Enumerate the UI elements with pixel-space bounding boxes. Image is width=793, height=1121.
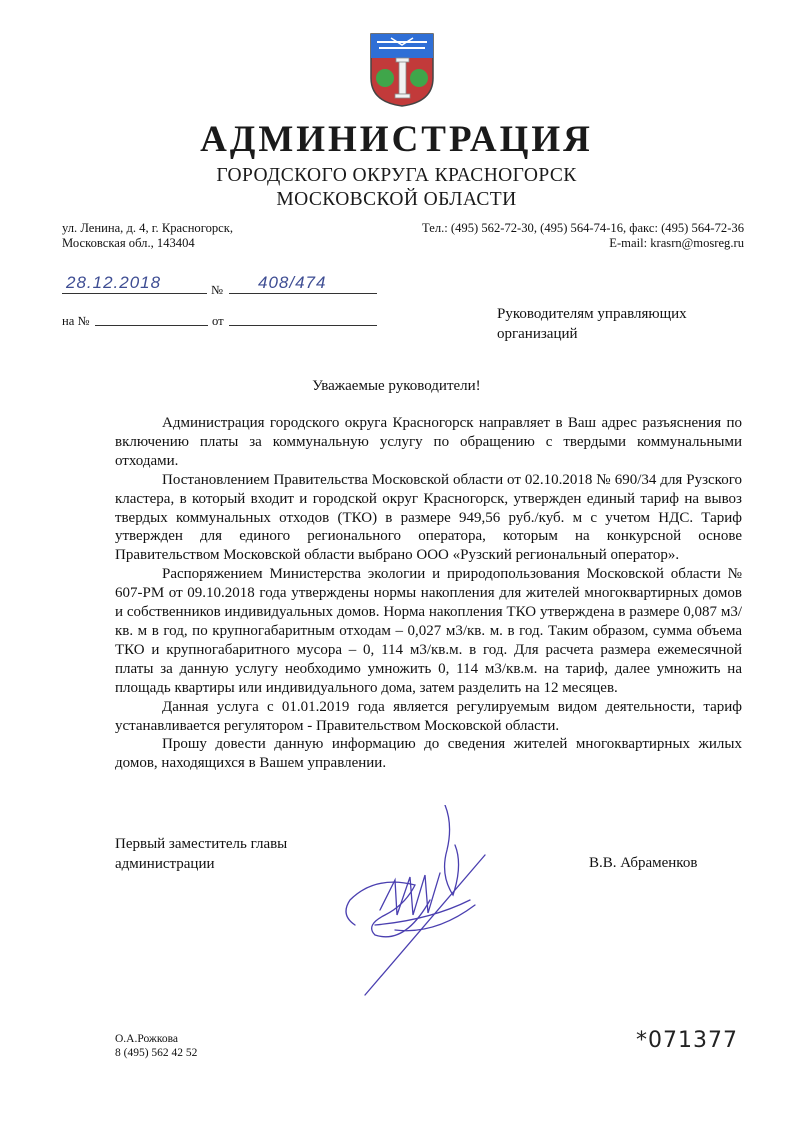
executor-block [115, 1032, 197, 1060]
recipient-line1: Руководителям управляющих [497, 306, 687, 322]
signatory-name: В.В. Абраменков [589, 855, 698, 871]
executor-name: О.А.Рожкова [115, 1033, 179, 1045]
letter-body [115, 414, 742, 773]
contacts-block [422, 221, 744, 251]
address-line1: ул. Ленина, д. 4, г. Красногорск, [62, 221, 234, 235]
reply-number-underline [95, 325, 208, 326]
postal-address [62, 221, 233, 251]
reply-date-underline [229, 325, 377, 326]
outgoing-number: 408/474 [258, 273, 327, 292]
body-paragraph: Распоряжением Министерства экологии и природопользования Московской области № 607-РМ от 09.10.2018 года утверждены нормы накопления для жителей многоквартирных домов и собственников индивидуальных домов. Норма накопления ТКО утверждена в размере 0,087 м3/кв. м в год, по крупногабаритным отходам – 0,027 м3/кв. м. в год. Таким образом, сумма объема ТКО и крупногабаритного мусора – 0, 114 м3/кв.м. в год. Для расчета размера ежемесячной платы за данную услугу необходимо умножить 0, 114 м3/кв.м. на тариф, далее умножить на площадь квартиры или индивидуального дома, затем разделить на 12 месяцев. [115, 566, 742, 696]
recipient-line2: организаций [497, 326, 578, 342]
registration-number: *071377 [636, 1028, 738, 1053]
body-paragraph: Прошу довести данную информацию до сведения жителей многоквартирных жилых домов, находящихся в Вашем управлении. [115, 736, 742, 772]
recipient-block [497, 304, 687, 344]
address-line2: Московская обл., 143404 [62, 236, 195, 250]
organization-title: АДМИНИСТРАЦИЯ [200, 119, 593, 160]
position-line1: Первый заместитель главы [115, 836, 288, 852]
body-paragraph: Постановлением Правительства Московской области от 02.10.2018 № 690/34 для Рузского кластера, в который входит и городской округ Красногорск, утвержден единый тариф на вывоз твердых коммунальных отходов (ТКО) в размере 949,56 руб./куб. м с учетом НДС. Тариф утвержден для единого регионального оператора, которым на конкурсной основе Правительством Московской области выбрано ООО «Рузский региональный оператор». [115, 471, 742, 564]
organization-subtitle-line1: ГОРОДСКОГО ОКРУГА КРАСНОГОРСК [216, 165, 577, 186]
number-label: № [211, 283, 224, 297]
executor-phone: 8 (495) 562 42 52 [115, 1047, 198, 1059]
email-line: E-mail: krasrn@mosreg.ru [609, 236, 744, 250]
number-underline [229, 293, 377, 294]
body-paragraph: Администрация городского округа Красногорск направляет в Ваш адрес разъяснения по включению платы за коммунальную услугу по обращению с твердыми коммунальными отходами. [115, 415, 742, 469]
date-underline [62, 293, 207, 294]
body-paragraph: Данная услуга с 01.01.2019 года является регулируемым видом деятельности, тариф устанавливается регулятором - Правительством Московской области. [115, 698, 742, 734]
reply-number-label: на № [62, 314, 90, 328]
phone-fax-line: Тел.: (495) 562-72-30, (495) 564-74-16, факс: (495) 564-72-36 [422, 221, 744, 235]
coat-of-arms-icon [369, 32, 435, 108]
signatory-position [115, 834, 287, 874]
greeting: Уважаемые руководители! [312, 378, 481, 394]
position-line2: администрации [115, 856, 215, 872]
reply-date-label: от [212, 314, 224, 328]
handwritten-signature [335, 805, 515, 1005]
organization-subtitle-line2: МОСКОВСКОЙ ОБЛАСТИ [276, 189, 517, 210]
outgoing-date: 28.12.2018 [66, 273, 162, 292]
